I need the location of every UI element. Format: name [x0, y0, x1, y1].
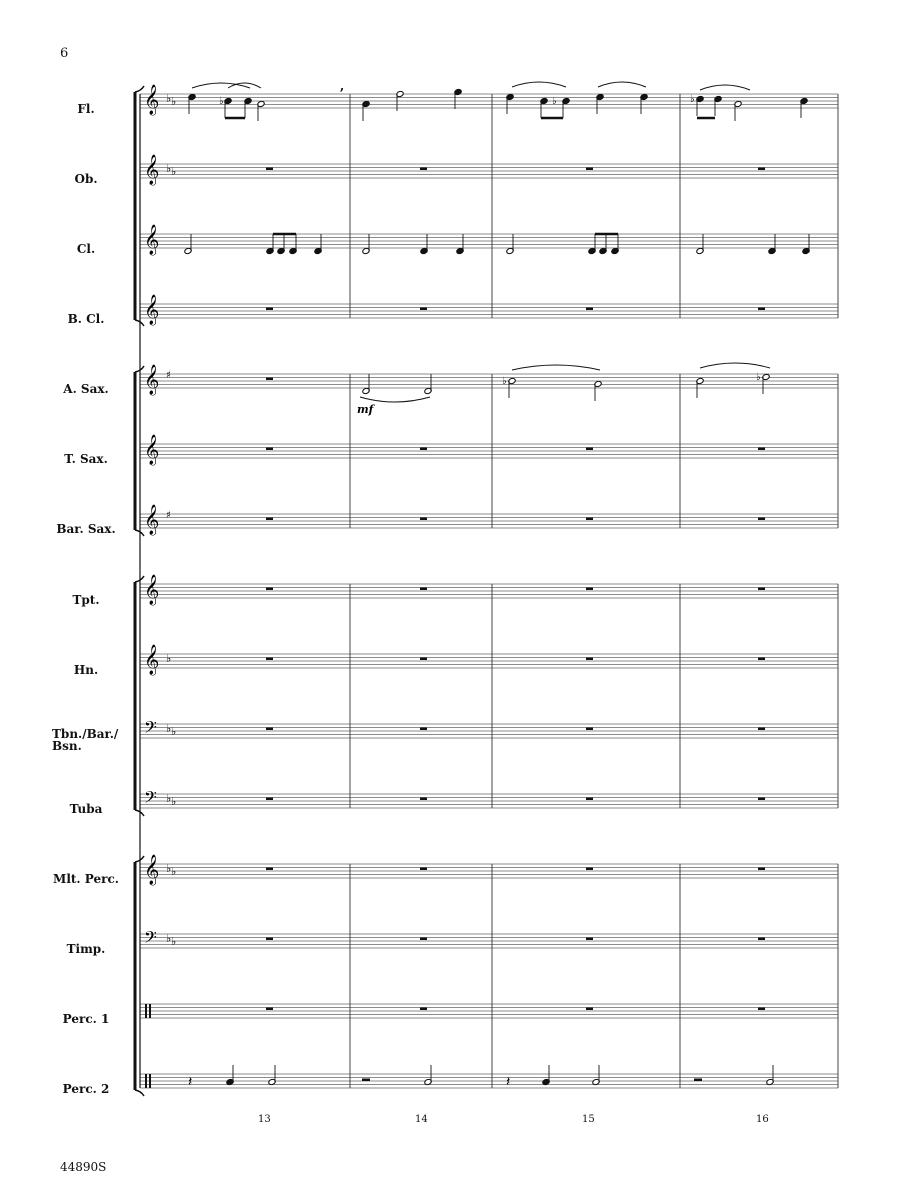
- accidental-flat: ♭: [552, 96, 557, 107]
- whole-rest: [586, 518, 593, 521]
- instrument-label-clarinet: Cl.: [76, 242, 96, 256]
- whole-rest: [586, 868, 593, 871]
- instrument-label-alto-sax: A. Sax.: [63, 382, 109, 396]
- measure-number-16: 16: [756, 1114, 769, 1125]
- page-number: 6: [60, 46, 69, 61]
- whole-rest: [758, 448, 765, 451]
- accidental-flat: ♭: [690, 94, 695, 105]
- whole-rest: [266, 728, 273, 731]
- whole-rest: [420, 518, 427, 521]
- whole-rest: [586, 588, 593, 591]
- dynamic-mf: mf: [357, 403, 374, 416]
- instrument-label-bari-sax: Bar. Sax.: [56, 522, 116, 536]
- sharp-sign: ♯: [166, 510, 171, 521]
- instrument-label-trombone: Tbn./Bar./ Bsn.: [52, 727, 119, 753]
- quarter-rest: 𝄽: [506, 1074, 511, 1090]
- flat-sign: ♭: [166, 722, 172, 735]
- staves: [140, 94, 838, 1088]
- slur: [360, 397, 430, 402]
- whole-rest: [266, 448, 273, 451]
- whole-rest: [420, 728, 427, 731]
- flat-sign: ♭: [166, 162, 172, 175]
- whole-rest: [266, 518, 273, 521]
- whole-rest: [758, 308, 765, 311]
- catalog-number: 44890S: [60, 1160, 107, 1174]
- whole-rest: [758, 868, 765, 871]
- accidental-flat: ♭: [756, 372, 761, 383]
- bracket-hook: [135, 1090, 144, 1096]
- treble-clef: 𝄞: [144, 85, 160, 115]
- bass-clef: 𝄢: [144, 717, 157, 741]
- sharp-sign: ♯: [166, 370, 171, 381]
- whole-rest: [420, 588, 427, 591]
- whole-rest: [758, 168, 765, 171]
- half-rest: [694, 1079, 702, 1082]
- flat-sign: ♭: [166, 932, 172, 945]
- whole-rest: [586, 798, 593, 801]
- whole-rest: [266, 938, 273, 941]
- whole-rest: [758, 728, 765, 731]
- whole-rest: [586, 1008, 593, 1011]
- instrument-label-perc1: Perc. 1: [62, 1012, 110, 1026]
- whole-rest: [420, 938, 427, 941]
- slur: [700, 85, 750, 90]
- measure-number-14: 14: [415, 1114, 428, 1125]
- whole-rest: [266, 588, 273, 591]
- flat-sign: ♭: [171, 935, 177, 948]
- percussion-clef: [145, 1074, 147, 1088]
- instrument-label-tuba: Tuba: [69, 802, 103, 816]
- treble-clef: 𝄞: [144, 575, 160, 605]
- slur: [192, 83, 250, 88]
- whole-rest: [420, 868, 427, 871]
- percussion-clef: [149, 1004, 151, 1018]
- whole-rest: [586, 938, 593, 941]
- bass-clef: 𝄢: [144, 787, 157, 811]
- treble-clef: 𝄞: [144, 155, 160, 185]
- treble-clef: 𝄞: [144, 225, 160, 255]
- treble-clef: 𝄞: [144, 505, 160, 535]
- notes: [184, 79, 810, 1090]
- instrument-label-horn: Hn.: [73, 663, 99, 677]
- flat-sign: ♭: [171, 865, 177, 878]
- flat-sign: ♭: [171, 725, 177, 738]
- instrument-label-perc2: Perc. 2: [62, 1082, 110, 1096]
- instrument-label-timpani: Timp.: [66, 942, 106, 956]
- treble-clef: 𝄞: [144, 295, 160, 325]
- instrument-label-oboe: Ob.: [74, 172, 98, 186]
- treble-clef: 𝄞: [144, 435, 160, 465]
- whole-rest: [266, 868, 273, 871]
- percussion-clef: [149, 1074, 151, 1088]
- treble-clef: 𝄞: [144, 645, 160, 675]
- measure-rests: [266, 168, 765, 1011]
- whole-rest: [266, 378, 273, 381]
- whole-rest: [266, 308, 273, 311]
- whole-rest: [586, 658, 593, 661]
- whole-rest: [266, 798, 273, 801]
- whole-rest: [420, 658, 427, 661]
- whole-rest: [420, 448, 427, 451]
- instrument-label-bass-clarinet: B. Cl.: [67, 312, 105, 326]
- whole-rest: [266, 658, 273, 661]
- whole-rest: [758, 588, 765, 591]
- flat-sign: ♭: [171, 165, 177, 178]
- instrument-label-trumpet: Tpt.: [72, 593, 100, 607]
- whole-rest: [758, 518, 765, 521]
- whole-rest: [420, 1008, 427, 1011]
- flat-sign: ♭: [166, 862, 172, 875]
- treble-clef: 𝄞: [144, 365, 160, 395]
- whole-rest: [266, 168, 273, 171]
- whole-rest: [586, 308, 593, 311]
- treble-clef: 𝄞: [144, 855, 160, 885]
- instrument-label-mallet-perc: Mlt. Perc.: [53, 872, 119, 886]
- slur: [598, 82, 646, 87]
- slur: [512, 365, 600, 370]
- whole-rest: [758, 1008, 765, 1011]
- instrument-label-flute: Fl.: [77, 102, 95, 116]
- key-signatures: [166, 92, 176, 948]
- measure-number-15: 15: [582, 1114, 595, 1125]
- slur: [512, 82, 566, 87]
- whole-rest: [586, 168, 593, 171]
- accidental-flat: ♭: [502, 376, 507, 387]
- accidental-flat: ♭: [219, 96, 224, 107]
- flat-sign: ♭: [166, 652, 172, 665]
- bass-clef: 𝄢: [144, 927, 157, 951]
- slur: [700, 363, 770, 368]
- percussion-clef: [145, 1004, 147, 1018]
- whole-rest: [586, 728, 593, 731]
- quarter-rest: 𝄽: [188, 1074, 193, 1090]
- whole-rest: [420, 168, 427, 171]
- flat-sign: ♭: [166, 92, 172, 105]
- breath-mark: ,: [340, 79, 345, 93]
- whole-rest: [420, 308, 427, 311]
- whole-rest: [758, 798, 765, 801]
- half-rest: [362, 1079, 370, 1082]
- whole-rest: [758, 658, 765, 661]
- flat-sign: ♭: [166, 792, 172, 805]
- flat-sign: ♭: [171, 95, 177, 108]
- measure-number-13: 13: [258, 1114, 271, 1125]
- instrument-label-tenor-sax: T. Sax.: [64, 452, 108, 466]
- whole-rest: [586, 448, 593, 451]
- whole-rest: [420, 798, 427, 801]
- whole-rest: [266, 1008, 273, 1011]
- flat-sign: ♭: [171, 795, 177, 808]
- whole-rest: [758, 938, 765, 941]
- bracket-hook: [135, 86, 144, 92]
